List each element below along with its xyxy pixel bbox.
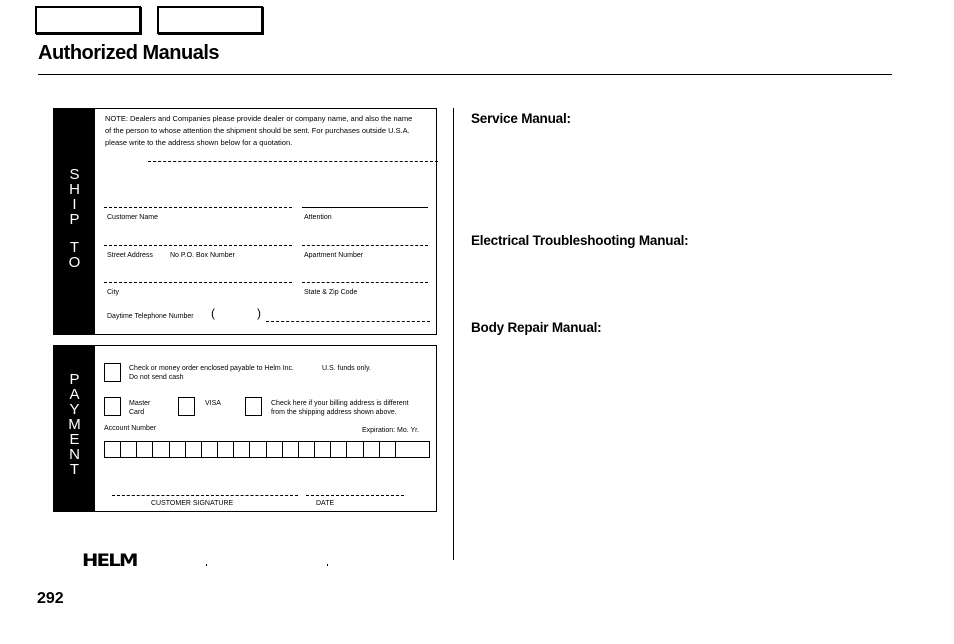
apartment-field[interactable] xyxy=(302,245,428,246)
account-digit-cell[interactable] xyxy=(380,442,396,457)
check-money-order-checkbox[interactable] xyxy=(104,363,121,382)
nav-button-next[interactable] xyxy=(157,6,263,34)
side-letter: P xyxy=(69,211,80,228)
mastercard-label-2: Card xyxy=(129,409,145,416)
us-funds-label: U.S. funds only. xyxy=(322,365,371,372)
account-digit-cell[interactable] xyxy=(315,442,331,457)
side-letter: I xyxy=(72,196,77,213)
expiration-field[interactable] xyxy=(396,442,429,457)
account-digit-cell[interactable] xyxy=(137,442,153,457)
city-label: City xyxy=(107,289,120,296)
ship-to-side-label xyxy=(54,109,95,334)
street-address-label: Street Address xyxy=(107,252,153,259)
title-divider xyxy=(38,74,892,75)
side-letter: N xyxy=(69,446,80,463)
account-number-label: Account Number xyxy=(104,425,157,432)
mastercard-label-1: Master xyxy=(129,400,151,407)
ship-to-note: NOTE: Dealers and Companies please provide dealer or company name, and also the name of the person to whose attention the shipment should be sent. For purchases outside U.S.A. please write to the address shown below for a quotation. xyxy=(105,114,413,147)
customer-name-label: Customer Name xyxy=(107,214,158,221)
side-letter: M xyxy=(68,416,81,433)
side-letter: H xyxy=(69,181,80,198)
column-divider xyxy=(453,108,454,560)
account-digit-cell[interactable] xyxy=(202,442,218,457)
signature-field[interactable] xyxy=(112,495,298,496)
page-number: 292 xyxy=(37,590,64,607)
date-label: DATE xyxy=(316,500,335,507)
side-letter: E xyxy=(69,431,80,448)
page-title: Authorized Manuals xyxy=(38,42,220,64)
ship-to-form xyxy=(53,108,437,335)
attention-field[interactable] xyxy=(302,207,428,208)
phone-paren-open: ( xyxy=(211,306,215,320)
side-letter: A xyxy=(69,386,80,403)
account-digit-cell[interactable] xyxy=(364,442,380,457)
date-field[interactable] xyxy=(306,495,404,496)
decorative-dot xyxy=(327,564,328,566)
billing-different-label-2: from the shipping address shown above. xyxy=(271,409,397,416)
decorative-dot xyxy=(206,564,207,566)
account-digit-cell[interactable] xyxy=(105,442,121,457)
note-divider xyxy=(148,161,438,162)
account-digit-cell[interactable] xyxy=(186,442,202,457)
visa-label: VISA xyxy=(205,400,221,407)
side-letter: O xyxy=(68,254,81,271)
side-letter: T xyxy=(69,461,80,478)
nav-button-previous[interactable] xyxy=(35,6,141,34)
account-digit-cell[interactable] xyxy=(121,442,137,457)
state-zip-field[interactable] xyxy=(302,282,428,283)
po-box-label: No P.O. Box Number xyxy=(170,252,235,259)
attention-label: Attention xyxy=(304,214,332,221)
check-money-order-label: Check or money order enclosed payable to Helm Inc. xyxy=(129,365,294,372)
side-letter: S xyxy=(69,166,80,183)
apartment-label: Apartment Number xyxy=(304,252,364,259)
billing-different-checkbox[interactable] xyxy=(245,397,262,416)
account-digit-cell[interactable] xyxy=(218,442,234,457)
account-digit-cell[interactable] xyxy=(153,442,169,457)
state-zip-label: State & Zip Code xyxy=(304,289,358,296)
phone-label: Daytime Telephone Number xyxy=(107,313,194,320)
side-letter: P xyxy=(69,371,80,388)
no-cash-label: Do not send cash xyxy=(129,374,184,381)
account-digit-cell[interactable] xyxy=(283,442,299,457)
street-address-field[interactable] xyxy=(104,245,292,246)
side-letter: Y xyxy=(69,401,80,418)
city-field[interactable] xyxy=(104,282,292,283)
signature-label: CUSTOMER SIGNATURE xyxy=(151,500,234,507)
account-number-field[interactable] xyxy=(104,441,430,458)
body-repair-manual-label: Body Repair Manual: xyxy=(471,320,602,335)
customer-name-field[interactable] xyxy=(104,207,292,208)
service-manual-label: Service Manual: xyxy=(471,111,571,126)
account-digit-cell[interactable] xyxy=(234,442,250,457)
account-digit-cell[interactable] xyxy=(347,442,363,457)
payment-side-label xyxy=(54,346,95,511)
payment-form xyxy=(53,345,437,512)
expiration-label: Expiration: Mo. Yr. xyxy=(362,427,420,434)
account-digit-cell[interactable] xyxy=(331,442,347,457)
account-digit-cell[interactable] xyxy=(170,442,186,457)
electrical-manual-label: Electrical Troubleshooting Manual: xyxy=(471,233,689,248)
account-digit-cell[interactable] xyxy=(250,442,266,457)
visa-checkbox[interactable] xyxy=(178,397,195,416)
helm-logo: HELM xyxy=(82,551,137,571)
account-digit-cell[interactable] xyxy=(267,442,283,457)
account-digit-cell[interactable] xyxy=(299,442,315,457)
side-letter: T xyxy=(69,239,80,256)
billing-different-label-1: Check here if your billing address is different xyxy=(271,400,409,407)
mastercard-checkbox[interactable] xyxy=(104,397,121,416)
phone-paren-close: ) xyxy=(257,306,261,320)
phone-field[interactable] xyxy=(266,321,430,322)
